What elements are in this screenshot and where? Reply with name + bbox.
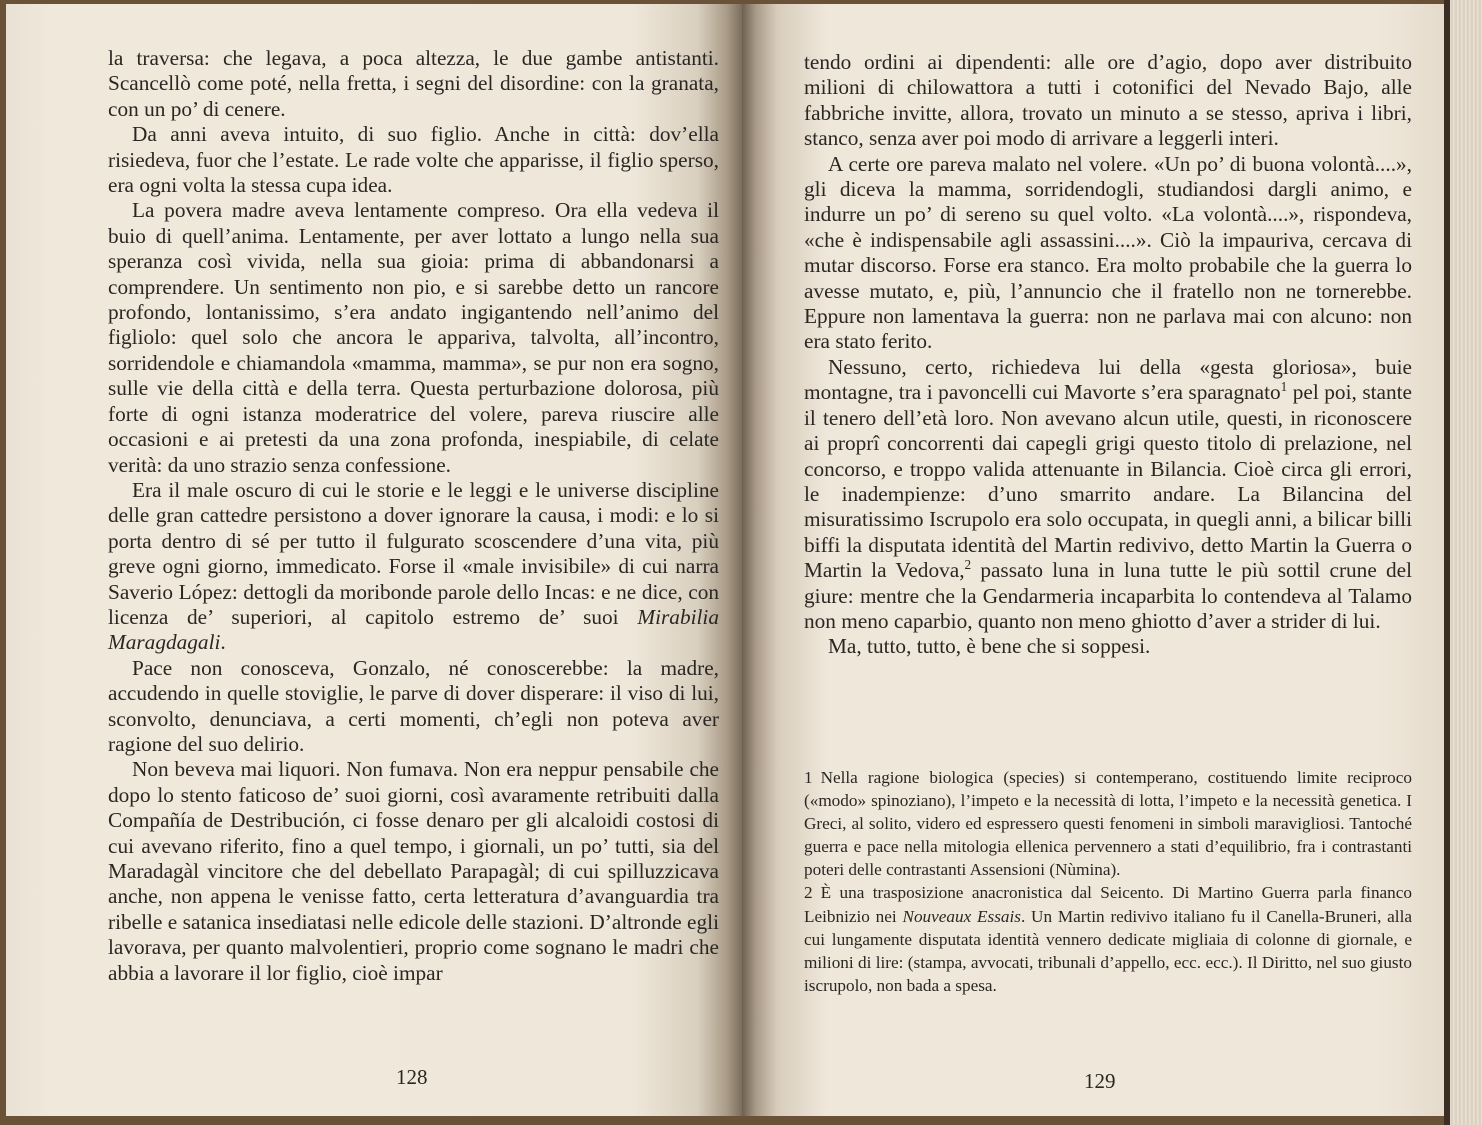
footnote-number: 1 xyxy=(804,768,813,787)
paragraph: la traversa: che legava, a poca altezza, le due gambe antistanti. Scancellò come poté, nella fretta, i segni del disordine: con la granata, con un po’ di cenere. xyxy=(108,46,719,121)
footnote-ref-2: 2 xyxy=(964,557,972,573)
paragraph: Da anni aveva intuito, di suo figlio. Anche in città: dov’ella risiedeva, fuor che l’estate. Le rade volte che apparisse, il figlio sperso, era ogni volta la stessa cupa idea. xyxy=(108,122,719,198)
paragraph-text: Era il male oscuro di cui le storie e le leggi e le universe discipline delle gran cattedre persistono a dover ignorare la causa, i modi: e lo si porta dentro di sé per tutto il fulgurato scoscendere d’una vita, più greve ogni giorno, immedicato. Forse il «male invisibile» di cui narra Saverio López: dettogli da moribonde parole dello Incas: e ne dice, con licenza de’ superiori, al capitolo estremo de’ suoi xyxy=(108,477,719,629)
paragraph: A certe ore pareva malato nel volere. «Un po’ di buona volontà....», gli diceva la mamma, sorridendogli, studiandosi dargli animo, e indurre un po’ di sereno su quel volto. «La volontà....», rispondeva, «che è indispensabile agli assassini....». Ciò la impauriva, cercava di mutar discorso. Forse era stanco. Era molto probabile che la guerra lo avesse mutato, e, più, l’annuncio che il fratello non ne tornerebbe. Eppure non lamentava la guerra: non ne parlava mai con alcuno: non era stato ferito. xyxy=(804,151,1412,354)
book-title-italic: Nouveaux Essais xyxy=(902,906,1021,926)
page-edges xyxy=(1450,0,1482,1125)
right-page-body xyxy=(804,50,1412,660)
left-page-body xyxy=(108,46,719,986)
footnote-2 xyxy=(804,881,1412,996)
paragraph: Non beveva mai liquori. Non fumava. Non era neppur pensabile che dopo lo stento faticoso de’ suoi giorni, così avaramente retribuiti dalla Compañía de Destribución, ci fosse denaro per gli alcaloidi costosi di cui avevano riferito, fino a quel tempo, i giornali, un po’ tutti, sia del Maradagàl vincitore che del debellato Parapagàl; di cui spilluzzicava anche, non appena le venisse fatto, certa letteratura d’avanguardia tra ribelle e satanica insediatasi nelle edicole delle stazioni. D’altronde egli lavorava, per quanto malvolentieri, proprio come sognano le madri che abbia a lavorare il lor figlio, cioè impar xyxy=(108,757,719,985)
paragraph xyxy=(108,478,719,656)
book-title-italic: Mirabilia Maragdagali xyxy=(108,604,720,655)
footnote-number: 2 xyxy=(804,883,813,903)
punctuation: . xyxy=(220,630,226,655)
page-number-right: 129 xyxy=(1084,1069,1116,1093)
paragraph-text: passato luna in luna tutte le più sottil crune del giure: mentre che la Gendarmeria incaparbita lo contendeva al Talamo non meno caparbio, quanto non meno ghiotto d’aver a strider di lui. xyxy=(804,558,1412,633)
paragraph: tendo ordini ai dipendenti: alle ore d’agio, dopo aver distribuito milioni di chilowattora a tutti i cotonifici del Nevado Bajo, alle fabbriche invitte, allora, trovato un minuto a se stesso, apriva i libri, stanco, senza aver poi modo di arrivare a leggerli interi. xyxy=(804,50,1412,151)
footnote-ref-1: 1 xyxy=(1280,379,1288,395)
page-number-left: 128 xyxy=(396,1065,428,1089)
paragraph xyxy=(804,355,1412,634)
paragraph: Pace non conosceva, Gonzalo, né conoscerebbe: la madre, accudendo in quelle stoviglie, le parve di dover disperare: il viso di lui, sconvolto, denunciava, a certi momenti, ch’egli non poteva aver ragione del suo delirio. xyxy=(108,655,719,756)
left-page xyxy=(6,4,742,1116)
footnote-text: È una trasposizione anacronistica dal Seicento. Di Martino Guerra parla financo Leibnizio nei xyxy=(804,883,1412,926)
paragraph: Ma, tutto, tutto, è bene che si soppesi. xyxy=(828,634,1151,659)
footnote-text: Nella ragione biologica (species) si contemperano, costituendo limite reciproco («modo» spinoziano), l’impeto e la necessità di lotta, l’impeto e la necessità genetica. I Greci, al solito, videro ed espressero questi fenomeni in simboli maravigliosi. Tantoché guerra e pace nella mitologia ellenica pervennero a stati d’equilibrio, fra i contrastanti poteri delle contrastanti Assensioni (Nùmina). xyxy=(804,768,1412,880)
footnote-text: . Un Martin redivivo italiano fu il Canella-Bruneri, alla cui lungamente disputata identità vennero dedicate migliaia di colonne di giornale, e milioni di lire: (stampa, avvocati, tribunali d’appello, ecc. ecc.). Il Diritto, nel suo giusto iscrupolo, non bada a spesa. xyxy=(804,906,1412,995)
paragraph-text: Nessuno, certo, richiedeva lui della «gesta gloriosa», buie montagne, tra i pavoncelli cui Mavorte s’era sparagnato xyxy=(804,354,1412,405)
paragraph: La povera madre aveva lentamente compreso. Ora ella vedeva il buio di quell’anima. Lentamente, per aver lottato a lungo nella sua speranza così vivida, nella sua gioia: prima di abbandonarsi a comprendere. Un sentimento non pio, e si sarebbe detto un rancore profondo, lontanissimo, s’era andato ingigantendo nell’animo del figliolo: quel solo che ancora le appariva, talvolta, all’incontro, sorridendole e chiamandola «mamma, mamma», se pur non era sogno, sulle vie della città e della terra. Questa perturbazione dolorosa, più forte di ogni istanza moderatrice del volere, pareva riuscire alle occasioni e ai pretesti da una zona profonda, inespiabile, di celate verità: da uno strazio senza confessione. xyxy=(108,198,719,477)
footnote-1 xyxy=(804,766,1412,881)
paragraph-text: pel poi, stante il tenero dell’età loro. Non avevano alcun utile, questi, in riconoscere ai proprî concorrenti dai capegli grigi questo titolo di prelazione, nel concorso, e troppo valida attenuante in Bilancia. Cioè circa gli errori, le inadempienze: d’uno smarrito andare. La Bilancina del misuratissimo Iscrupolo era solo occupata, in quegli anni, a bilicar billi biffi la disputata identità del Martin redivivo, detto Martin la Guerra o Martin la Vedova, xyxy=(804,380,1412,583)
footnotes xyxy=(804,766,1412,997)
right-page xyxy=(742,4,1450,1116)
